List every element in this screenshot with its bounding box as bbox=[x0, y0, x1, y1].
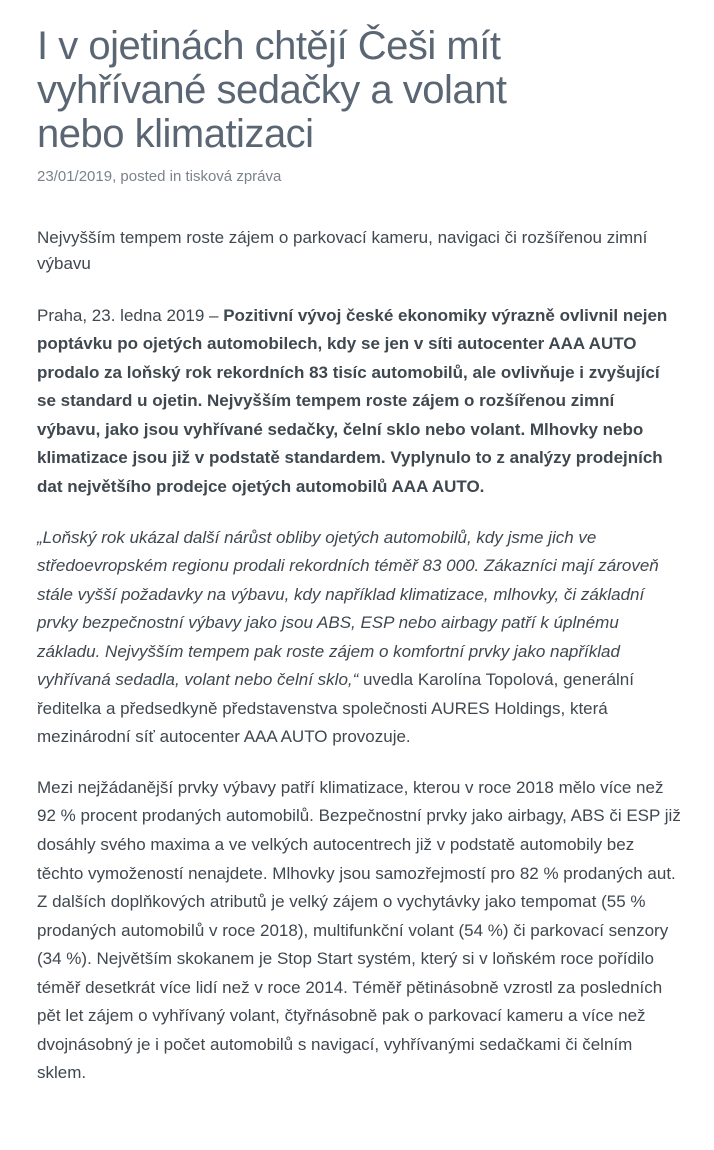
intro-bold-text: Pozitivní vývoj české ekonomiky výrazně ovlivnil nejen poptávku po ojetých automobilech, kdy se jen v síti autocenter AAA AUTO prodalo za loňský rok rekordních 83 tisíc automobilů, ale ovlivňuje i zvyšující se standard u ojetin. Nejvyšším tempem roste zájem o rozšířenou zimní výbavu, jako jsou vyhřívané sedačky, čelní sklo nebo volant. Mlhovky nebo klimatizace jsou již v podstatě standardem. Vyplynulo to z analýzy prodejních dat největšího prodejce ojetých automobilů AAA AUTO. bbox=[37, 305, 668, 496]
article-date: 23/01/2019 bbox=[37, 168, 113, 185]
article-meta bbox=[37, 166, 682, 187]
quote-attribution: uvedla Karolína Topolová, generální ředitelka a předsedkyně představenstva společnosti AURES Holdings, která mezinárodní síť autocenter AAA AUTO provozuje. bbox=[37, 670, 634, 747]
posted-in-text: , posted in bbox=[112, 168, 186, 185]
quote-text: „Loňský rok ukázal další nárůst obliby ojetých automobilů, kdy jsme jich ve středoevropském regionu prodali rekordních téměř 83 000. Zákazníci mají zároveň stále vyšší požadavky na výbavu, kdy například klimatizace, mlhovky, či základní prvky bezpečnostní výbavy jako jsou ABS, ESP nebo airbagy patří k úplnému základu. Nejvyšším tempem pak roste zájem o komfortní prvky jako například vyhřívaná sedadla, volant nebo čelní sklo,“ bbox=[37, 527, 659, 690]
article-title: I v ojetinách chtějí Češi mít vyhřívané sedačky a volant nebo klimatizaci bbox=[37, 24, 507, 156]
category-link[interactable]: tisková zpráva bbox=[185, 168, 282, 185]
intro-dateline: Praha, 23. ledna 2019 – bbox=[37, 305, 224, 325]
intro-paragraph bbox=[37, 302, 682, 502]
quote-paragraph bbox=[37, 524, 682, 752]
lead-paragraph: Nejvyšším tempem roste zájem o parkovací kameru, navigaci či rozšířenou zimní výbavu bbox=[37, 228, 648, 274]
body-paragraph: Mezi nejžádanější prvky výbavy patří klimatizace, kterou v roce 2018 mělo více než 92 % procent prodaných automobilů. Bezpečnostní prvky jako airbagy, ABS či ESP již dosáhly svého maxima a ve velkých autocentrech již v podstatě automobily bez těchto vymožeností nenajdete. Mlhovky jsou samozřejmostí pro 82 % prodaných aut. Z dalších doplňkových atributů je velký zájem o vychytávky jako tempomat (55 % prodaných automobilů v roce 2018), multifunkční volant (54 %) či parkovací senzory (34 %). Největším skokanem je Stop Start systém, který si v loňském roce pořídilo téměř desetkrát více lidí než v roce 2014. Téměř pětinásobně vzrostl za posledních pět let zájem o vyhřívaný volant, čtyřnásobně pak o parkovací kameru a více než dvojnásobný je i počet automobilů s navigací, vyhřívanými sedačkami či čelním sklem. bbox=[37, 777, 681, 1083]
